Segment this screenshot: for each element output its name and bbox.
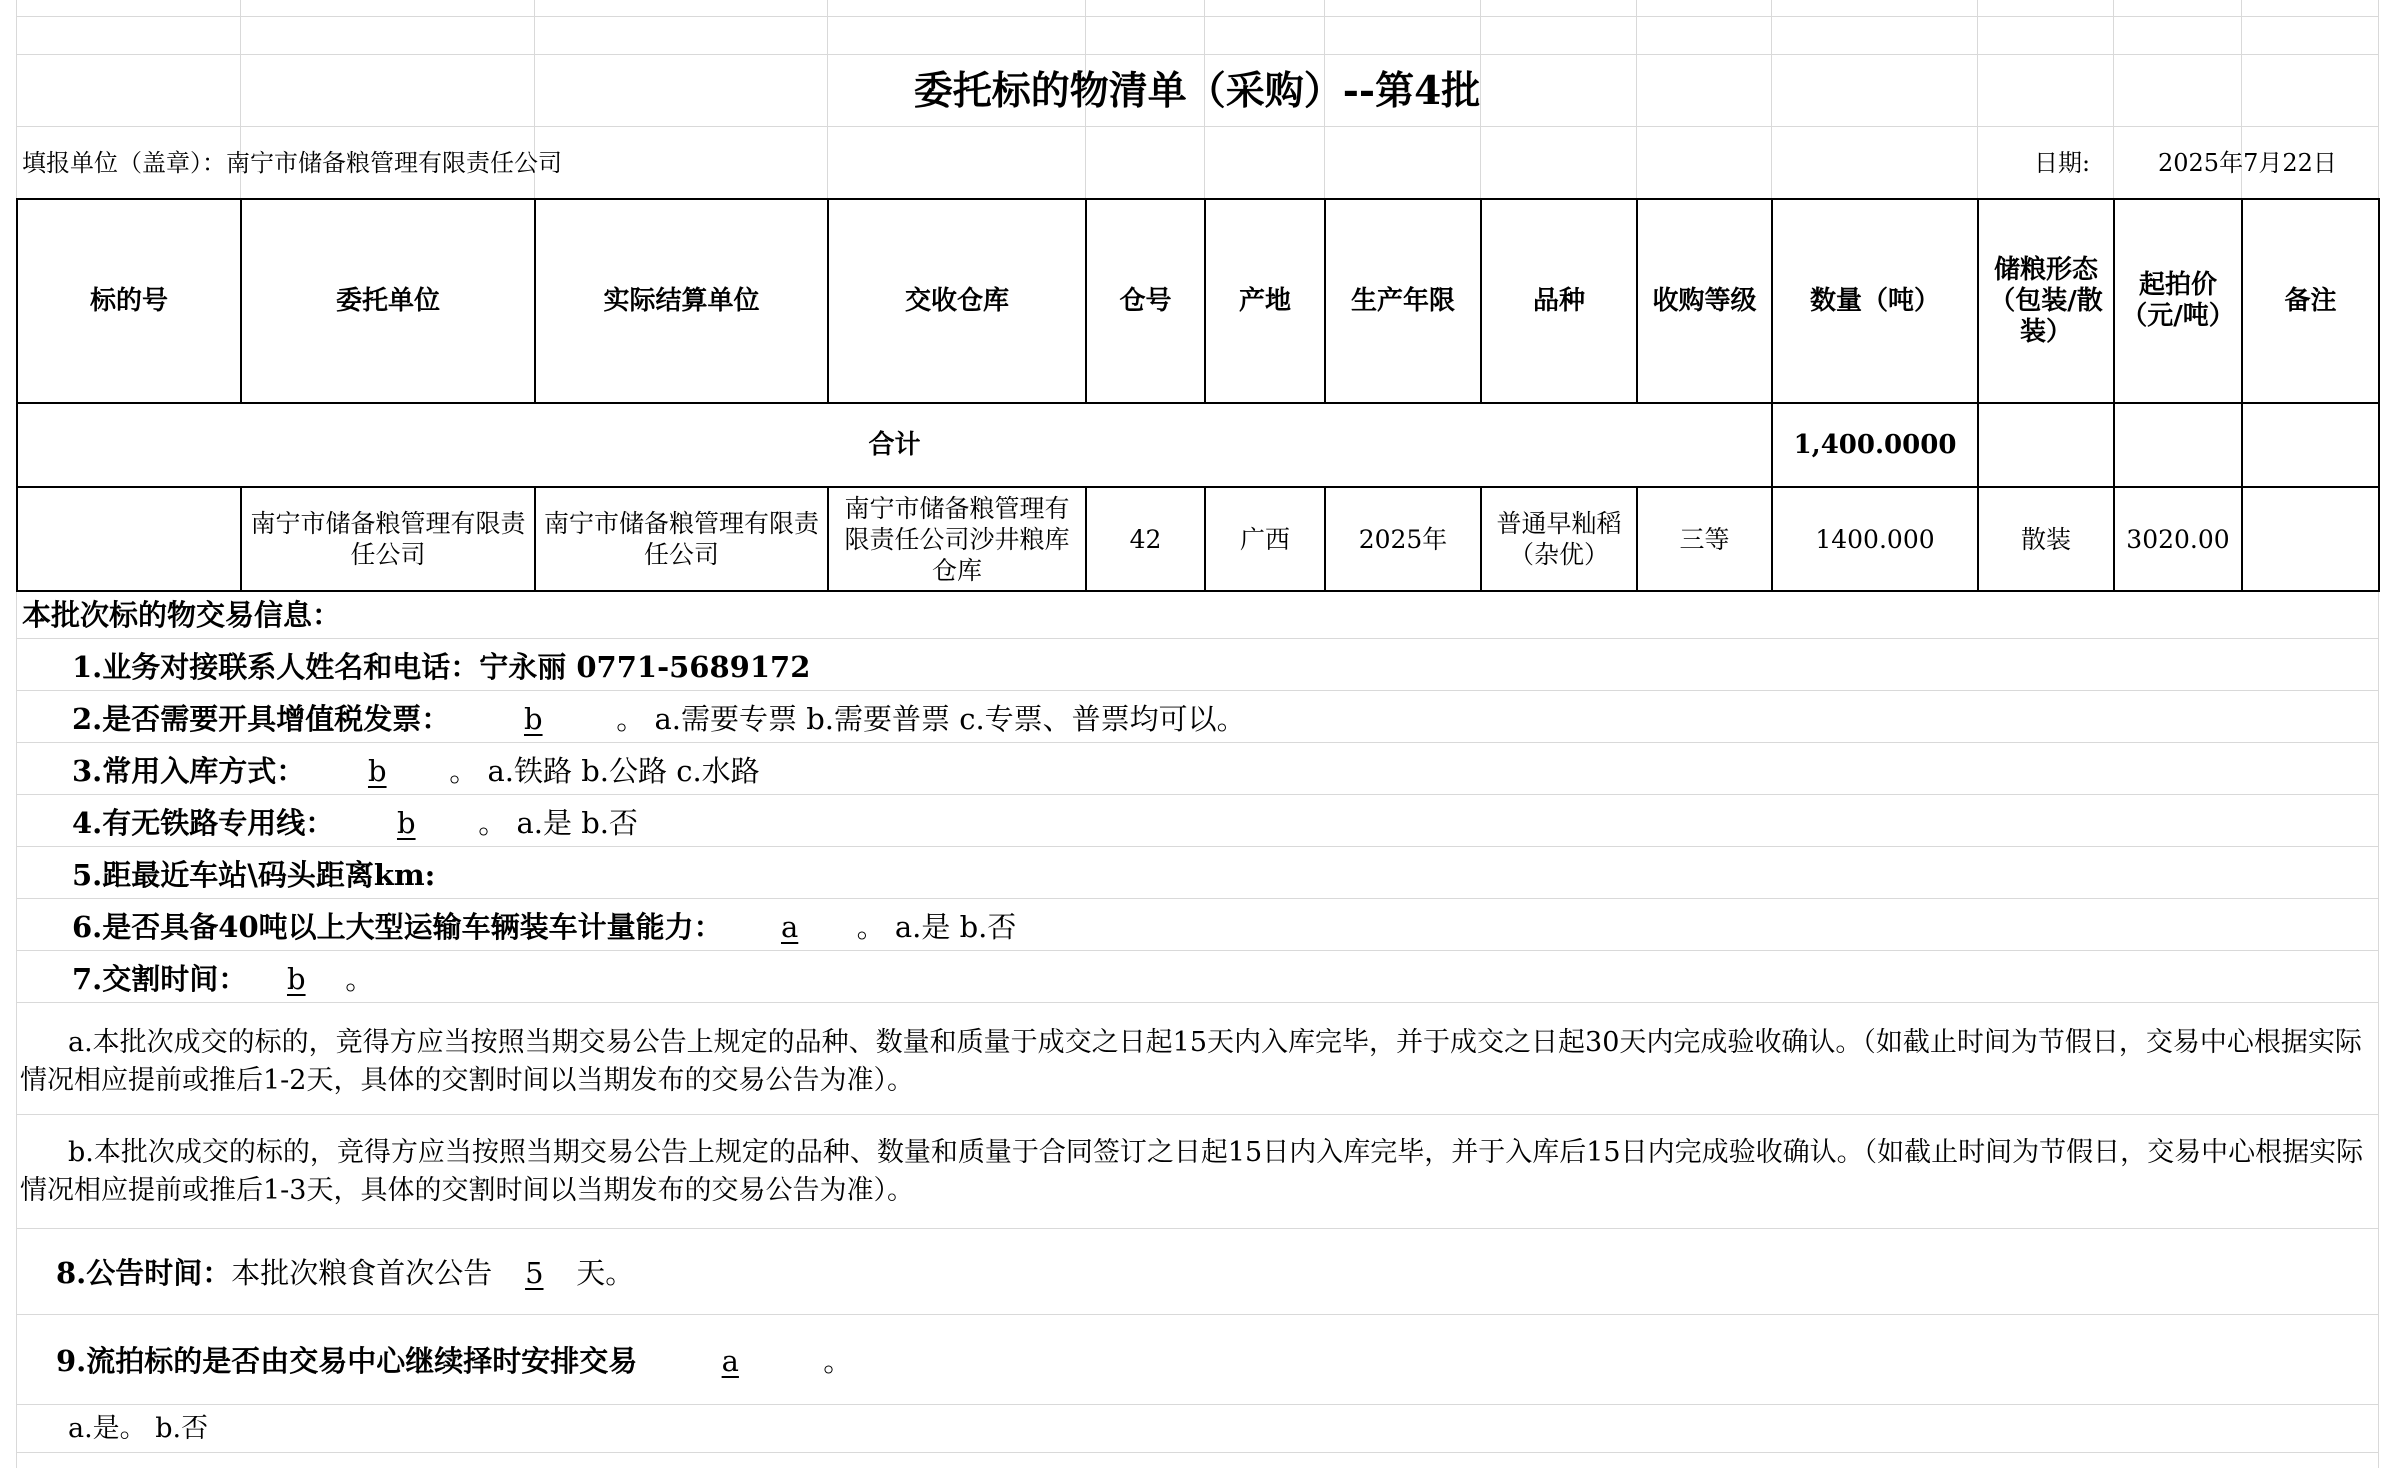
- info-item-label: 6.是否具备40吨以上大型运输车辆装车计量能力：: [72, 910, 723, 944]
- col-header-remark: 备注: [2242, 199, 2379, 403]
- cell-remark: [2242, 487, 2379, 591]
- grid-line: [16, 1114, 2378, 1115]
- delivery-option-a: a.本批次成交的标的，竞得方应当按照当期交易公告上规定的品种、数量和质量于成交之日起15天内入库完毕，并于成交之日起30天内完成验收确认。（如截止时间为节假日，交易中心根据实际情况相应提前或推后1-2天，具体的交割时间以当期发布的交易公告为准）。: [20, 1027, 2362, 1096]
- total-quantity: 1,400.0000: [1772, 403, 1978, 487]
- total-storage: [1978, 403, 2114, 487]
- info-item-text: 本批次粮食首次公告: [231, 1256, 493, 1290]
- cell-settlement: 南宁市储备粮管理有限责任公司: [535, 487, 828, 591]
- cell-warehouse: 南宁市储备粮管理有限责任公司沙井粮库仓库: [828, 487, 1086, 591]
- col-header-variety: 品种: [1481, 199, 1637, 403]
- cell-storage: 散装: [1978, 487, 2114, 591]
- cell-year: 2025年: [1325, 487, 1481, 591]
- date-label: 日期:: [2034, 149, 2091, 177]
- lot-table: [16, 198, 2380, 592]
- answer-field: a: [780, 910, 799, 944]
- col-header-price: 起拍价（元/吨）: [2114, 199, 2242, 403]
- info-heading: 本批次标的物交易信息：: [22, 598, 342, 632]
- grid-line: [16, 1002, 2378, 1003]
- grid-line: [16, 54, 2378, 55]
- cell-grade: 三等: [1637, 487, 1772, 591]
- table-row: [17, 487, 2379, 591]
- info-item-tail: 。: [345, 962, 375, 996]
- grid-line: [16, 1404, 2378, 1405]
- info-item-contact: 1.业务对接联系人姓名和电话：宁永丽 0771-5689172: [72, 650, 811, 684]
- info-item-label: 8.公告时间：: [56, 1256, 232, 1290]
- grid-line: [16, 898, 2378, 899]
- info-item-label: 9.流拍标的是否由交易中心继续择时安排交易: [56, 1344, 638, 1378]
- info-item-tail: 天。: [576, 1256, 635, 1290]
- col-header-storage: 储粮形态（包装/散装）: [1978, 199, 2114, 403]
- grid-line: [16, 846, 2378, 847]
- col-header-settlement: 实际结算单位: [535, 199, 828, 403]
- info-item-truck-capacity: [72, 910, 1016, 944]
- grid-line: [16, 16, 2378, 17]
- grid-line: [16, 742, 2378, 743]
- info-item-invoice: [72, 702, 1246, 736]
- info-item-distance: 5.距最近车站\码头距离km:: [72, 858, 436, 892]
- answer-field: 5: [525, 1256, 544, 1290]
- table-header-row: [17, 199, 2379, 403]
- col-header-year: 生产年限: [1325, 199, 1481, 403]
- option-list: 。 a.是 b.否: [856, 910, 1017, 944]
- total-label: 合计: [17, 403, 1772, 487]
- filing-unit-label: 填报单位（盖章）：南宁市储备粮管理有限责任公司: [22, 149, 562, 177]
- info-item-railway: [72, 806, 638, 840]
- total-row: [17, 403, 2379, 487]
- grid-line: [16, 794, 2378, 795]
- col-header-lot-no: 标的号: [17, 199, 241, 403]
- total-price: [2114, 403, 2242, 487]
- cell-bin: 42: [1086, 487, 1205, 591]
- total-remark: [2242, 403, 2379, 487]
- answer-field: a: [721, 1344, 739, 1378]
- grid-line: [16, 1228, 2378, 1229]
- info-item-label: 2.是否需要开具增值税发票：: [72, 702, 451, 736]
- grid-line: [16, 690, 2378, 691]
- relisting-options: a.是。 b.否: [68, 1413, 209, 1444]
- cell-quantity: 1400.000: [1772, 487, 1978, 591]
- grid-line: [16, 1452, 2378, 1453]
- grid-line: [16, 950, 2378, 951]
- info-item-label: 7.交割时间：: [72, 962, 248, 996]
- info-item-tail: 。: [823, 1344, 853, 1378]
- info-item-label: 4.有无铁路专用线：: [72, 806, 335, 840]
- cell-consignor: 南宁市储备粮管理有限责任公司: [241, 487, 535, 591]
- col-header-grade: 收购等级: [1637, 199, 1772, 403]
- option-list: 。 a.铁路 b.公路 c.水路: [449, 754, 760, 788]
- grid-line: [16, 1314, 2378, 1315]
- grid-line: [16, 126, 2378, 127]
- info-item-announcement: [56, 1256, 634, 1290]
- info-item-relisting: [56, 1344, 852, 1378]
- answer-field: b: [396, 806, 416, 840]
- date-value: 2025年7月22日: [2158, 149, 2337, 177]
- info-item-delivery-time: [72, 962, 374, 996]
- col-header-consignor: 委托单位: [241, 199, 535, 403]
- answer-field: b: [523, 702, 543, 736]
- col-header-bin: 仓号: [1086, 199, 1205, 403]
- answer-field: b: [286, 962, 306, 996]
- page-title: 委托标的物清单（采购）--第4批: [913, 68, 1481, 114]
- cell-lot-no: [17, 487, 241, 591]
- col-header-origin: 产地: [1205, 199, 1325, 403]
- cell-price: 3020.00: [2114, 487, 2242, 591]
- cell-origin: 广西: [1205, 487, 1325, 591]
- info-item-inbound-method: [72, 754, 760, 788]
- cell-variety: 普通早籼稻（杂优）: [1481, 487, 1637, 591]
- answer-field: b: [367, 754, 387, 788]
- info-item-label: 3.常用入库方式：: [72, 754, 306, 788]
- grid-line: [16, 638, 2378, 639]
- col-header-quantity: 数量（吨）: [1772, 199, 1978, 403]
- col-header-warehouse: 交收仓库: [828, 199, 1086, 403]
- option-list: 。 a.需要专票 b.需要普票 c.专票、普票均可以。: [616, 702, 1246, 736]
- option-list: 。 a.是 b.否: [478, 806, 639, 840]
- delivery-option-b: b.本批次成交的标的，竞得方应当按照当期交易公告上规定的品种、数量和质量于合同签订之日起15日内入库完毕，并于入库后15日内完成验收确认。（如截止时间为节假日，交易中心根据实际情况相应提前或推后1-3天，具体的交割时间以当期发布的交易公告为准）。: [20, 1137, 2364, 1206]
